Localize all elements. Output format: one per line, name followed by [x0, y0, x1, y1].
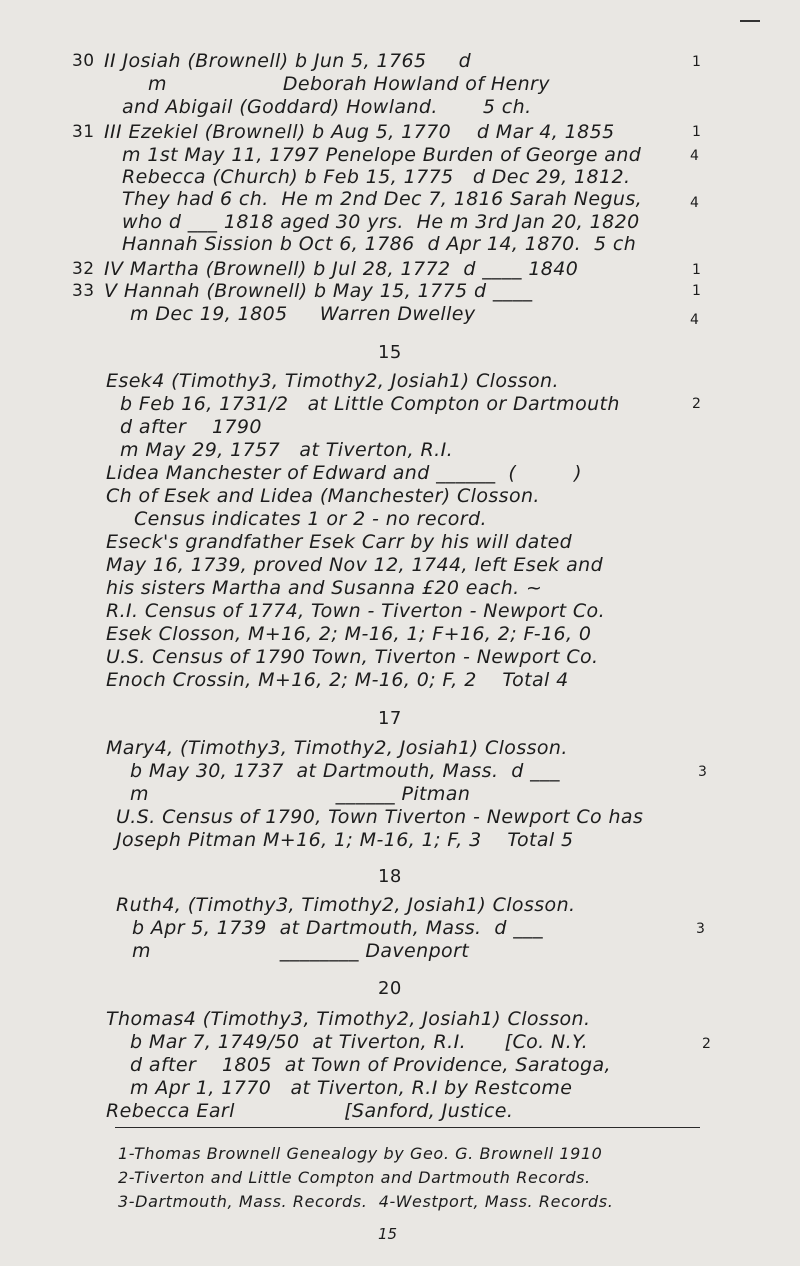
footnote-3: 3-Dartmouth, Mass. Records. 4-Westport, Mass. Records. — [118, 1192, 614, 1211]
text-line: d after 1805 at Town of Providence, Saratoga, — [130, 1054, 611, 1076]
text-line: who d ___ 1818 aged 30 yrs. He m 3rd Jan 20, 1820 — [122, 211, 640, 233]
text-line: Census indicates 1 or 2 - no record. — [134, 508, 487, 530]
source-ref: 4 — [690, 195, 699, 211]
entry-number: 33 — [72, 281, 95, 301]
source-ref: 2 — [692, 396, 701, 412]
text-line: b Feb 16, 1731/2 at Little Compton or Dartmouth — [120, 393, 620, 415]
text-line: IV Martha (Brownell) b Jul 28, 1772 d ____ 1840 — [104, 258, 579, 280]
text-line: U.S. Census of 1790, Town Tiverton - Newport Co has — [116, 806, 644, 828]
source-ref: 2 — [702, 1036, 711, 1052]
text-line: Ch of Esek and Lidea (Manchester) Closson. — [106, 485, 540, 507]
text-line: and Abigail (Goddard) Howland. 5 ch. — [122, 96, 532, 118]
source-ref: 3 — [698, 764, 707, 780]
entry-heading: 15 — [378, 342, 402, 363]
source-ref: 1 — [692, 54, 701, 70]
text-line: b Apr 5, 1739 at Dartmouth, Mass. d ___ — [132, 917, 543, 939]
text-line: Rebecca (Church) b Feb 15, 1775 d Dec 29, 1812. — [122, 166, 631, 188]
text-line: m ________ Davenport — [132, 940, 470, 962]
text-line: his sisters Martha and Susanna £20 each. ~ — [106, 577, 543, 599]
text-line: V Hannah (Brownell) b May 15, 1775 d ____ — [104, 280, 533, 302]
text-line: Eseck's grandfather Esek Carr by his will dated — [106, 531, 573, 553]
text-line: m ______ Pitman — [130, 783, 471, 805]
corner-mark — [740, 20, 760, 22]
text-line: m Deborah Howland of Henry — [148, 73, 550, 95]
text-line: m 1st May 11, 1797 Penelope Burden of George and — [122, 144, 642, 166]
text-line: Joseph Pitman M+16, 1; M-16, 1; F, 3 Total 5 — [116, 829, 574, 851]
text-line: b May 30, 1737 at Dartmouth, Mass. d ___ — [130, 760, 560, 782]
source-ref: 4 — [690, 312, 699, 328]
text-line: U.S. Census of 1790 Town, Tiverton - Newport Co. — [106, 646, 599, 668]
text-line: Ruth4, (Timothy3, Timothy2, Josiah1) Closson. — [116, 894, 576, 916]
text-line: Hannah Sission b Oct 6, 1786 d Apr 14, 1870. 5 ch — [122, 233, 637, 255]
text-line: Mary4, (Timothy3, Timothy2, Josiah1) Closson. — [106, 737, 568, 759]
text-line: Lidea Manchester of Edward and ______ ( ) — [106, 462, 582, 484]
text-line: III Ezekiel (Brownell) b Aug 5, 1770 d Mar 4, 1855 — [104, 121, 615, 143]
entry-number: 32 — [72, 259, 95, 279]
text-line: Rebecca Earl [Sanford, Justice. — [106, 1100, 514, 1122]
text-line: Esek4 (Timothy3, Timothy2, Josiah1) Closson. — [106, 370, 559, 392]
footnote-1: 1-Thomas Brownell Genealogy by Geo. G. Brownell 1910 — [118, 1144, 603, 1163]
text-line: m Dec 19, 1805 Warren Dwelley — [130, 303, 476, 325]
footnote-rule — [115, 1127, 700, 1128]
source-ref: 3 — [696, 921, 705, 937]
text-line: m Apr 1, 1770 at Tiverton, R.I by Restcome — [130, 1077, 573, 1099]
text-line: d after 1790 — [120, 416, 262, 438]
text-line: May 16, 1739, proved Nov 12, 1744, left Esek and — [106, 554, 604, 576]
text-line: Esek Closson, M+16, 2; M-16, 1; F+16, 2; F-16, 0 — [106, 623, 592, 645]
source-ref: 1 — [692, 283, 701, 299]
text-line: Thomas4 (Timothy3, Timothy2, Josiah1) Closson. — [106, 1008, 591, 1030]
entry-heading: 20 — [378, 978, 402, 999]
text-line: R.I. Census of 1774, Town - Tiverton - Newport Co. — [106, 600, 606, 622]
page-number: 15 — [378, 1225, 398, 1243]
text-line: II Josiah (Brownell) b Jun 5, 1765 d — [104, 50, 472, 72]
entry-heading: 17 — [378, 708, 402, 729]
text-line: They had 6 ch. He m 2nd Dec 7, 1816 Sarah Negus, — [122, 188, 643, 210]
text-line: Enoch Crossin, M+16, 2; M-16, 0; F, 2 Total 4 — [106, 669, 569, 691]
entry-number: 31 — [72, 122, 95, 142]
source-ref: 1 — [692, 262, 701, 278]
text-line: m May 29, 1757 at Tiverton, R.I. — [120, 439, 454, 461]
entry-heading: 18 — [378, 866, 402, 887]
footnote-2: 2-Tiverton and Little Compton and Dartmouth Records. — [118, 1168, 591, 1187]
entry-number: 30 — [72, 51, 95, 71]
source-ref: 1 — [692, 124, 701, 140]
text-line: b Mar 7, 1749/50 at Tiverton, R.I. [Co. N.Y. — [130, 1031, 589, 1053]
source-ref: 4 — [690, 148, 699, 164]
